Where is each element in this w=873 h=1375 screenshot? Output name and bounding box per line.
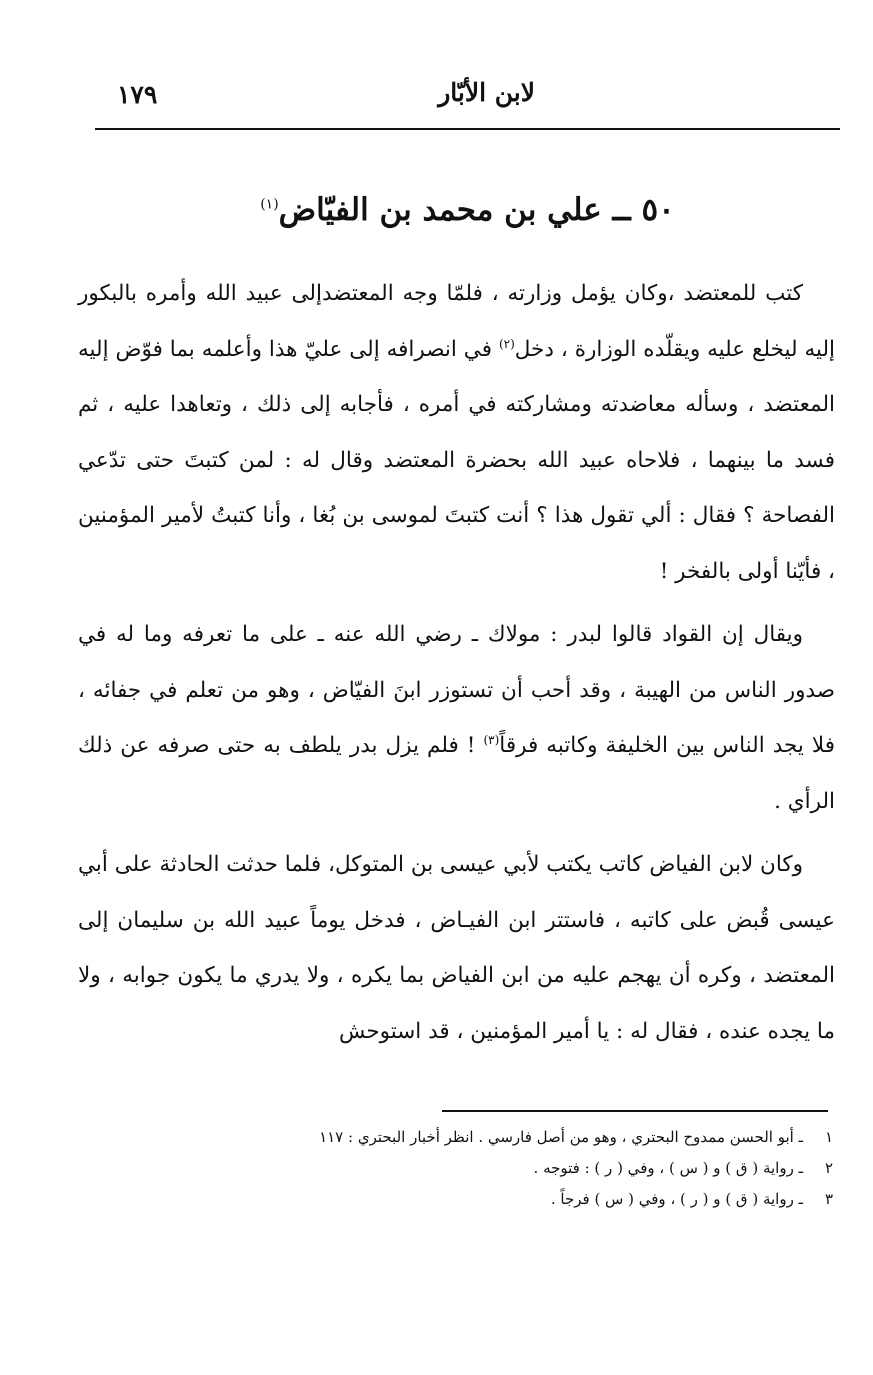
paragraph-2 <box>78 607 835 829</box>
body-text <box>78 266 835 1059</box>
footnote-rule <box>442 1110 828 1112</box>
footnote-2 <box>133 1153 833 1184</box>
footnotes <box>133 1122 833 1215</box>
footnote-3 <box>133 1184 833 1215</box>
page-number: ١٧٩ <box>117 80 158 109</box>
footnote-number: ٣ <box>824 1190 833 1208</box>
header-rule <box>95 128 840 130</box>
footnote-number: ٢ <box>824 1159 833 1177</box>
footnote-text: ـ رواية ( ق ) و ( س ) ، وفي ( ر ) : فتوجه . <box>533 1159 803 1177</box>
running-title: لابن الأبّار <box>438 78 535 107</box>
paragraph-text: في انصرافه إلى عليّ هذا وأعلمه بما فوّض إليه المعتضد ، وسأله معاضدته ومشاركته في أمره ، فأجابه إلى ذلك ، وتعاهدا عليه ، ثم فسد ما بينهما ، فلاحاه عبيد الله بحضرة المعتضد وقال له : لمن كتبتَ حتى تدّعي الفصاحة ؟ فقال : ألي تقول هذا ؟ أنت كتبتَ لموسى بن بُغا ، وأنا كتبتُ لأمير المؤمنين ، فأيّنا أولى بالفخر ! <box>78 336 835 584</box>
entry-heading-text: ٥٠ ــ علي بن محمد بن الفيّاض <box>278 192 675 228</box>
paragraph-text: كتب للمعتضد ،وكان يؤمل وزارته ، فلمّا وجه المعتضدإلى عبيد الله وأمره بالبكور إليه ليخلع عليه ويقلّده الوزارة ، دخل <box>78 281 835 362</box>
footnote-ref: (٣) <box>483 732 500 747</box>
footnote-text: ـ أبو الحسن ممدوح البحتري ، وهو من أصل فارسي . انظر أخبار البحتري : ١١٧ <box>319 1128 803 1146</box>
paragraph-3 <box>78 837 835 1059</box>
footnote-1 <box>133 1122 833 1153</box>
paragraph-text: ويقال إن القواد قالوا لبدر : مولاك ـ رضي الله عنه ـ على ما تعرفه وما له في صدور الناس من الهيبة ، وقد أحب أن تستوزر ابنَ الفيّاض ، وهو من تعلم في جفائه ، فلا يجد الناس بين الخليفة وكاتبه فرقاً <box>78 622 836 758</box>
entry-heading <box>95 192 840 228</box>
paragraph-1 <box>78 266 835 599</box>
paragraph-text: ! فلم يزل بدر يلطف به حتى صرفه عن ذلك الرأي . <box>78 733 835 814</box>
paragraph-text: وكان لابن الفياض كاتب يكتب لأبي عيسى بن المتوكل، فلما حدثت الحادثة على أبي عيسى قُبض على كاتبه ، فاستتر ابن الفيـاض ، فدخل يوماً عبيد الله بن سليمان إلى المعتضد ، وكره أن يهجم عليه من ابن الفياض بما يكره ، ولا يدري ما يكون جوابه ، ولا ما يجده عنده ، فقال له : يا أمير المؤمنين ، قد استوحش <box>78 852 835 1044</box>
page-header <box>95 78 840 118</box>
footnote-ref: (٢) <box>498 336 515 351</box>
footnote-text: ـ رواية ( ق ) و ( ر ) ، وفي ( س ) فرجاً . <box>550 1190 803 1208</box>
footnote-number: ١ <box>824 1128 833 1146</box>
entry-heading-note: (١) <box>260 196 279 213</box>
